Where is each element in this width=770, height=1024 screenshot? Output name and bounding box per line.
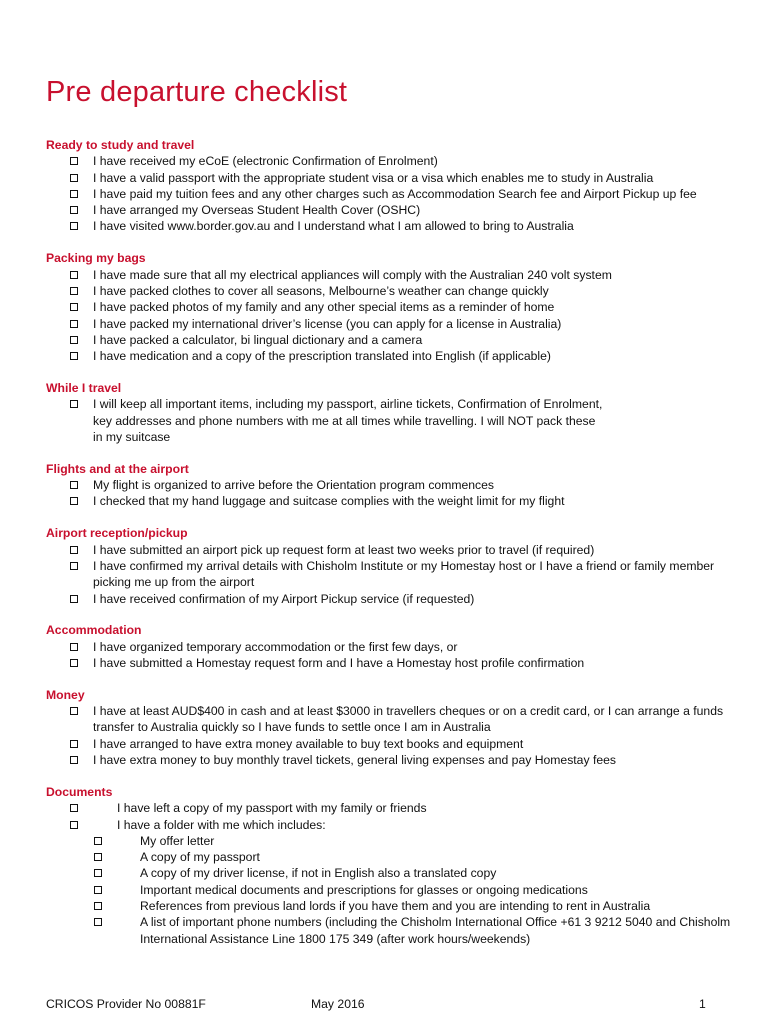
item-text: I have received my eCoE (electronic Confirmation of Enrolment) bbox=[93, 154, 438, 169]
checkbox[interactable] bbox=[70, 174, 78, 182]
item-text: References from previous land lords if you have them and you are intending to rent in Australia bbox=[140, 899, 651, 914]
checklist-subitem bbox=[46, 914, 736, 947]
checkbox[interactable] bbox=[70, 287, 78, 295]
item-text: I have packed my international driver’s license (you can apply for a license in Australia) bbox=[93, 316, 562, 331]
checkbox[interactable] bbox=[70, 643, 78, 651]
item-text: I have made sure that all my electrical appliances will comply with the Australian 240 volt system bbox=[93, 267, 612, 282]
checklist-item bbox=[46, 218, 736, 234]
item-text: I have submitted an airport pick up request form at least two weeks prior to travel (if required) bbox=[93, 542, 595, 557]
checkbox[interactable] bbox=[70, 352, 78, 360]
item-text: I have packed a calculator, bi lingual dictionary and a camera bbox=[93, 332, 423, 347]
section-title: Money bbox=[46, 687, 85, 702]
item-text: A list of important phone numbers (including the Chisholm International Office +61 3 9212 5040 and Chisholm International Assistance Line 1800 175 349 (after work hours/weekends) bbox=[140, 915, 731, 946]
item-text: I have extra money to buy monthly travel tickets, general living expenses and pay Homestay fees bbox=[93, 753, 616, 768]
item-text: I have at least AUD$400 in cash and at least $3000 in travellers cheques or on a credit card, or I can arrange a funds transfer to Australia quickly so I have funds to settle once I am in Australia bbox=[93, 704, 724, 735]
checklist-item bbox=[46, 170, 736, 186]
section-title: Packing my bags bbox=[46, 251, 146, 266]
checklist-item bbox=[46, 396, 603, 445]
item-text: I have received confirmation of my Airport Pickup service (if requested) bbox=[93, 591, 475, 606]
checklist-item bbox=[46, 202, 736, 218]
section-title: While I travel bbox=[46, 381, 122, 396]
checklist-item bbox=[46, 299, 736, 315]
item-text: I have packed clothes to cover all seasons, Melbourne’s weather can change quickly bbox=[93, 283, 549, 298]
checkbox[interactable] bbox=[70, 400, 78, 408]
section-documents bbox=[46, 784, 736, 947]
checklist-subitem bbox=[46, 849, 736, 865]
checklist-subitem bbox=[46, 882, 736, 898]
checkbox[interactable] bbox=[70, 157, 78, 165]
item-text: Important medical documents and prescriptions for glasses or ongoing medications bbox=[140, 882, 588, 897]
section-title: Airport reception/pickup bbox=[46, 526, 188, 541]
checklist-item bbox=[46, 591, 736, 607]
checklist-item bbox=[46, 348, 736, 364]
checklist-item bbox=[46, 736, 736, 752]
item-text: I have confirmed my arrival details with Chisholm Institute or my Homestay host or I have a friend or family member picking me up from the airport bbox=[93, 558, 715, 590]
footer-date: May 2016 bbox=[311, 997, 365, 1011]
checkbox[interactable] bbox=[70, 222, 78, 230]
section-money bbox=[46, 687, 736, 768]
checkbox[interactable] bbox=[94, 869, 102, 877]
item-text: I have a valid passport with the appropriate student visa or a visa which enables me to study in Australia bbox=[93, 170, 654, 185]
checkbox[interactable] bbox=[94, 902, 102, 910]
checkbox[interactable] bbox=[70, 303, 78, 311]
checkbox[interactable] bbox=[70, 546, 78, 554]
checklist-item bbox=[46, 267, 736, 283]
checklist-item bbox=[46, 558, 736, 591]
checklist-subitem bbox=[46, 865, 736, 881]
checkbox[interactable] bbox=[70, 707, 78, 715]
item-text: I have a folder with me which includes: bbox=[117, 817, 326, 832]
item-text: I have medication and a copy of the prescription translated into English (if applicable) bbox=[93, 349, 551, 364]
item-text: I have arranged to have extra money available to buy text books and equipment bbox=[93, 736, 524, 751]
checkbox[interactable] bbox=[70, 562, 78, 570]
section-title: Accommodation bbox=[46, 623, 142, 638]
checklist-subitem bbox=[46, 898, 736, 914]
item-text: I have arranged my Overseas Student Health Cover (OSHC) bbox=[93, 203, 421, 218]
section-ready-to-study bbox=[46, 137, 736, 235]
section-packing-my-bags bbox=[46, 250, 736, 364]
item-text: I will keep all important items, including my passport, airline tickets, Confirmation of Enrolment, key addresses and phone numbers with me at all times while travelling. I will NOT pack these in my suitcase bbox=[93, 397, 603, 444]
checkbox[interactable] bbox=[70, 271, 78, 279]
checkbox[interactable] bbox=[70, 740, 78, 748]
item-text: A copy of my passport bbox=[140, 850, 260, 865]
checklist-subitem bbox=[46, 833, 736, 849]
checkbox[interactable] bbox=[70, 320, 78, 328]
checkbox[interactable] bbox=[70, 497, 78, 505]
footer-page-number: 1 bbox=[699, 997, 706, 1011]
item-text: I have packed photos of my family and any other special items as a reminder of home bbox=[93, 300, 555, 315]
checklist-item bbox=[46, 800, 736, 816]
item-text: I have visited www.border.gov.au and I understand what I am allowed to bring to Australia bbox=[93, 219, 574, 234]
section-title: Flights and at the airport bbox=[46, 461, 189, 476]
checklist-item bbox=[46, 316, 736, 332]
footer-provider: CRICOS Provider No 00881F bbox=[46, 997, 206, 1011]
checklist-sections bbox=[46, 137, 736, 963]
section-title: Ready to study and travel bbox=[46, 138, 195, 152]
item-text: A copy of my driver license, if not in English also a translated copy bbox=[140, 866, 497, 881]
item-text: My flight is organized to arrive before the Orientation program commences bbox=[93, 478, 495, 493]
checkbox[interactable] bbox=[70, 804, 78, 812]
checklist-item bbox=[46, 477, 736, 493]
checkbox[interactable] bbox=[70, 756, 78, 764]
item-text: I checked that my hand luggage and suitcase complies with the weight limit for my flight bbox=[93, 494, 565, 509]
checkbox[interactable] bbox=[94, 853, 102, 861]
checkbox[interactable] bbox=[70, 821, 78, 829]
checkbox[interactable] bbox=[94, 837, 102, 845]
checkbox[interactable] bbox=[70, 481, 78, 489]
checklist-item bbox=[46, 817, 736, 833]
item-text: I have submitted a Homestay request form and I have a Homestay host profile confirmation bbox=[93, 655, 585, 670]
checkbox[interactable] bbox=[70, 206, 78, 214]
checklist-item bbox=[46, 332, 736, 348]
checklist-item bbox=[46, 655, 736, 671]
section-flights-airport bbox=[46, 461, 736, 510]
section-airport-reception bbox=[46, 525, 736, 606]
checkbox[interactable] bbox=[70, 190, 78, 198]
checklist-item bbox=[46, 283, 736, 299]
checkbox[interactable] bbox=[94, 918, 102, 926]
checklist-item bbox=[46, 186, 736, 202]
checklist-item bbox=[46, 493, 736, 509]
checkbox[interactable] bbox=[70, 336, 78, 344]
checklist-item bbox=[46, 703, 736, 736]
section-while-i-travel bbox=[46, 380, 736, 445]
checklist-item bbox=[46, 639, 736, 655]
page-title: Pre departure checklist bbox=[46, 76, 348, 108]
checkbox[interactable] bbox=[70, 595, 78, 603]
section-title: Documents bbox=[46, 784, 113, 799]
checkbox[interactable] bbox=[70, 659, 78, 667]
item-text: My offer letter bbox=[140, 833, 215, 848]
item-text: I have organized temporary accommodation or the first few days, or bbox=[93, 639, 458, 654]
checkbox[interactable] bbox=[94, 886, 102, 894]
item-text: I have left a copy of my passport with my family or friends bbox=[117, 801, 427, 816]
checklist-item bbox=[46, 752, 736, 768]
checklist-item bbox=[46, 153, 736, 169]
item-text: I have paid my tuition fees and any other charges such as Accommodation Search fee and Airport Pickup up fee bbox=[93, 186, 697, 201]
section-accommodation bbox=[46, 622, 736, 671]
checklist-item bbox=[46, 542, 736, 558]
